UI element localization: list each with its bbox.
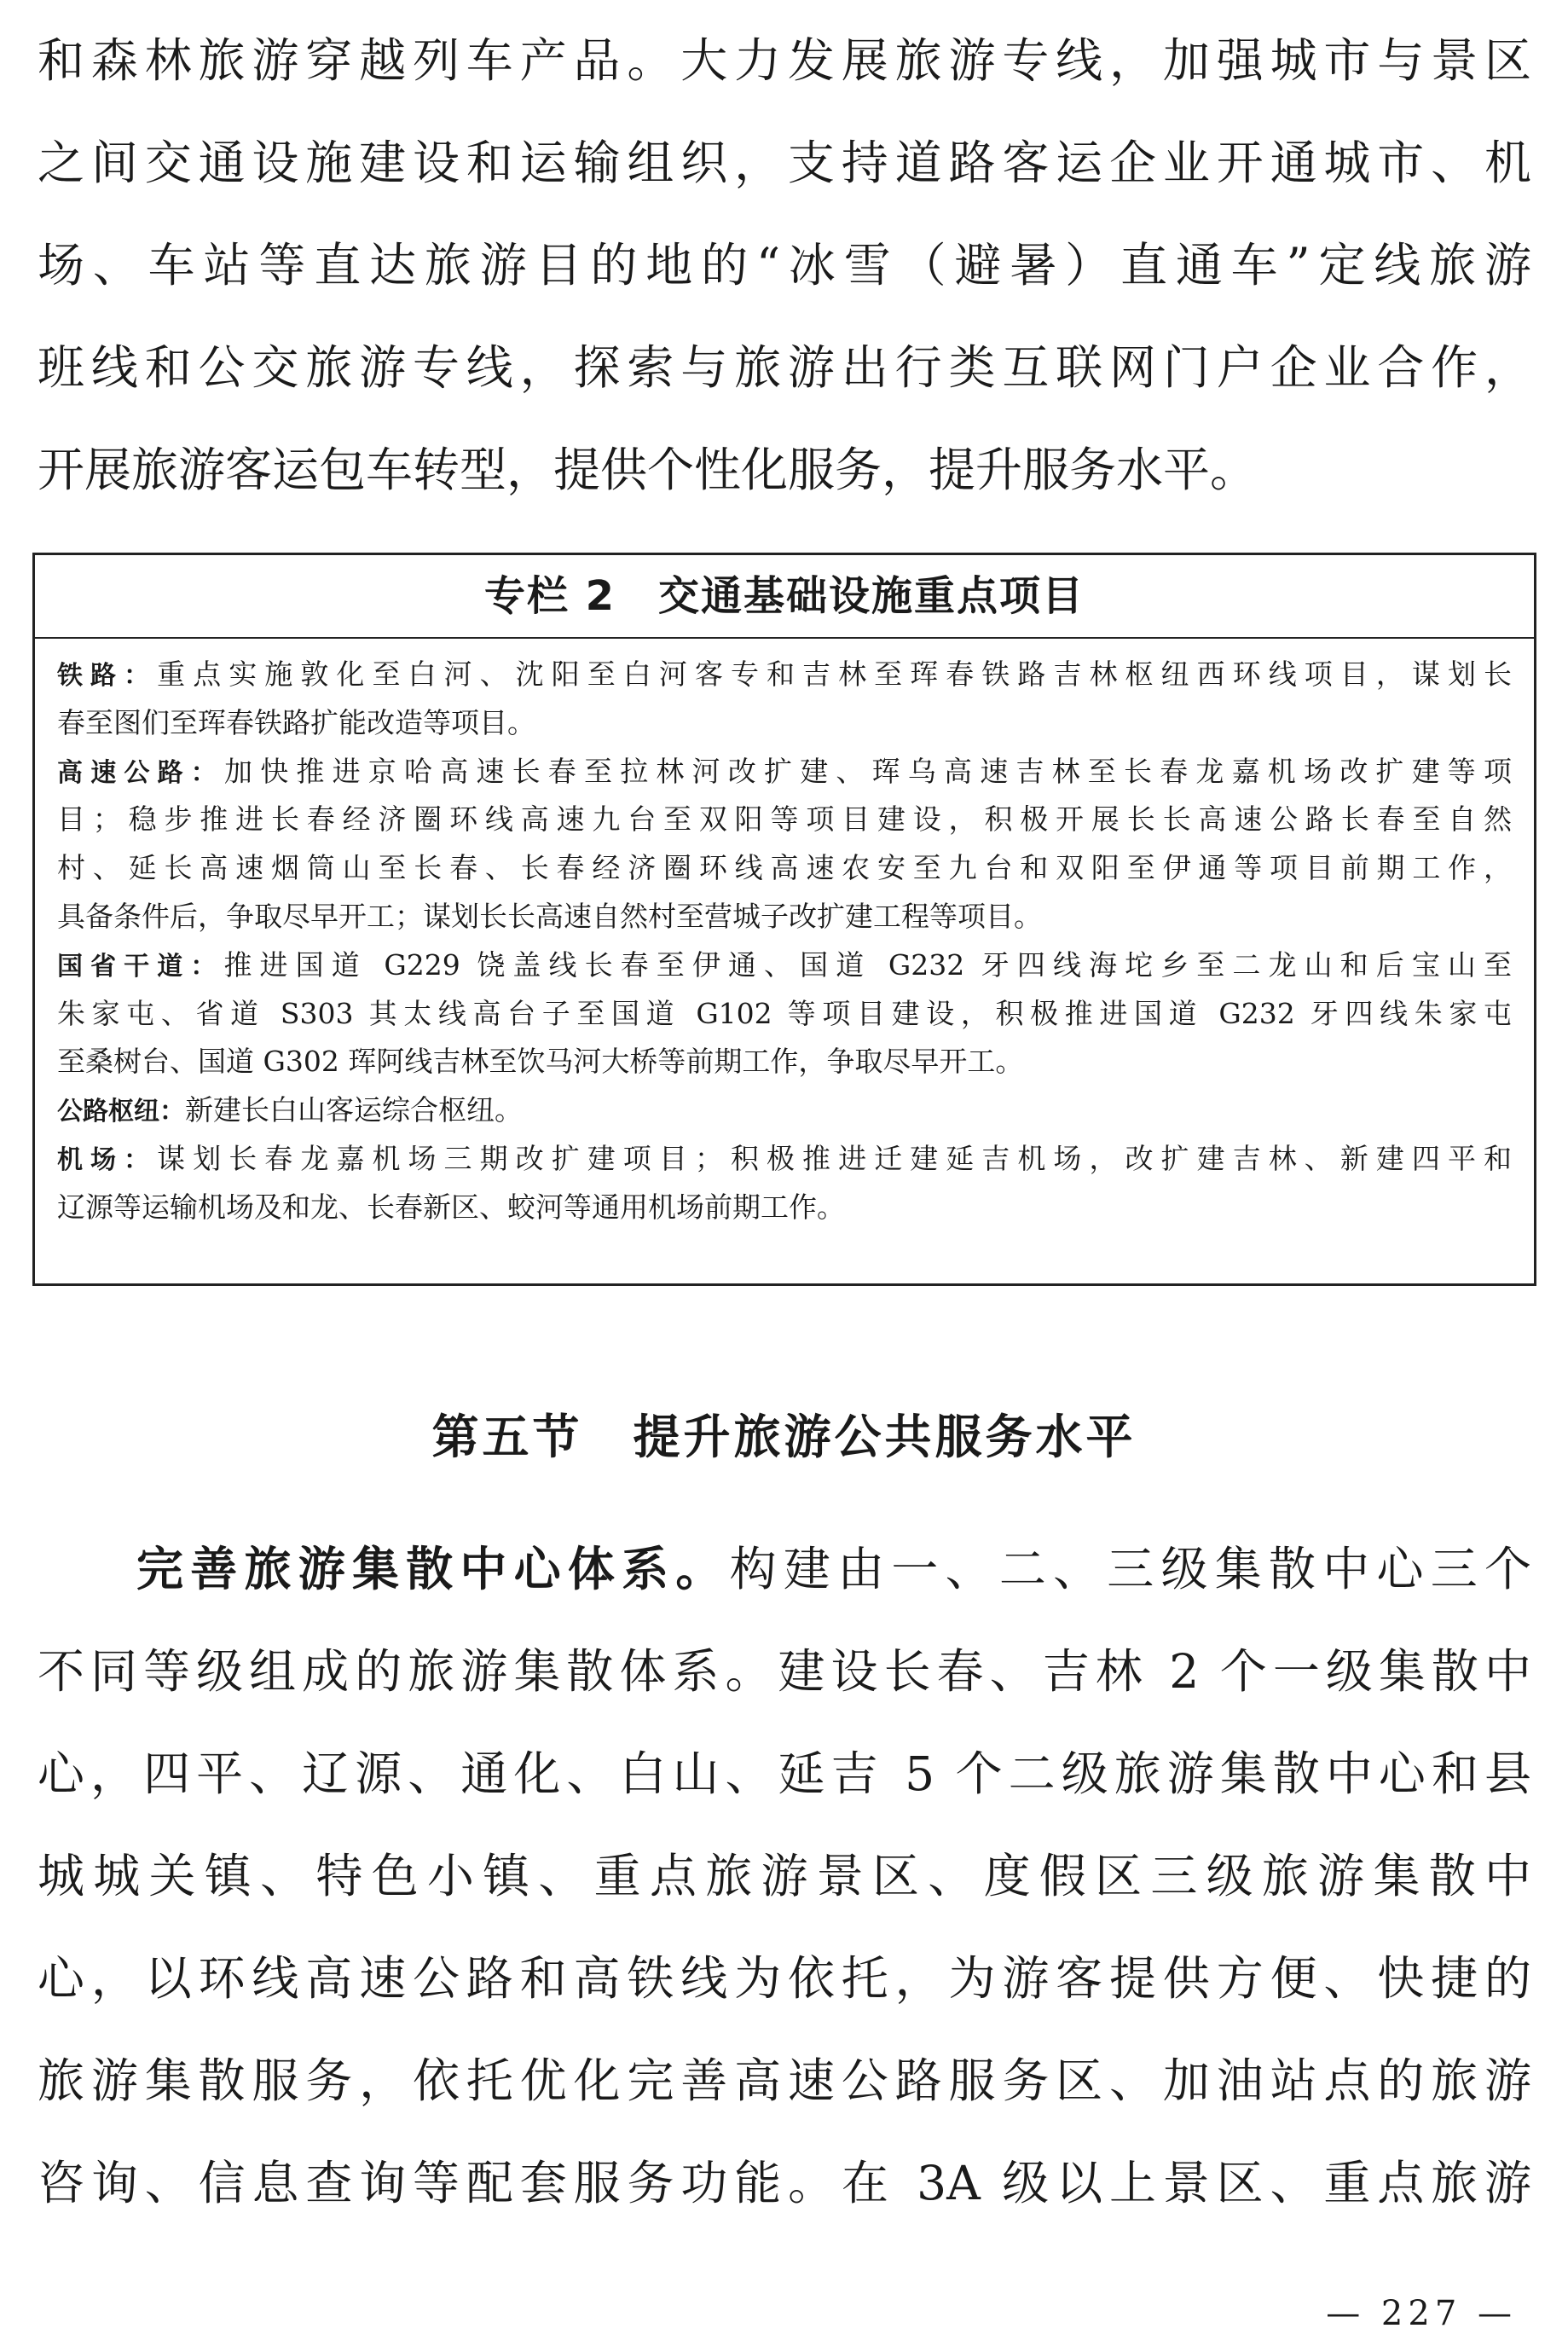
paragraph-line: 之间交通设施建设和运输组织，支持道路客运企业开通城市、机 <box>38 136 1531 190</box>
paragraph-line: 班线和公交旅游专线，探索与旅游出行类互联网门户企业合作， <box>38 340 1531 395</box>
paragraph-line: 咨询、信息查询等配套服务功能。在 3A 级以上景区、重点旅游 <box>38 2156 1531 2210</box>
paragraph-line: 不同等级组成的旅游集散体系。建设长春、吉林 2 个一级集散中 <box>38 1644 1531 1699</box>
paragraph-line: 旅游集散服务，依托优化完善高速公路服务区、加油站点的旅游 <box>38 2053 1531 2108</box>
section-label-highways: 国省干道： <box>57 951 224 982</box>
box-line: 目；稳步推进长春经济圈环线高速九台至双阳等项目建设，积极开展长长高速公路长春至自然 <box>57 802 1512 837</box>
top-paragraph <box>38 9 1531 521</box>
paragraph-line: 和森林旅游穿越列车产品。大力发展旅游专线，加强城市与景区 <box>38 33 1531 88</box>
box-line-hub: 公路枢纽：新建长白山客运综合枢纽。 <box>57 1093 523 1127</box>
paragraph-line: 城城关镇、特色小镇、重点旅游景区、度假区三级旅游集散中 <box>38 1849 1531 1903</box>
page-number: — 227 — <box>1326 2294 1517 2333</box>
paragraph-first-line: 完善旅游集散中心体系。构建由一、二、三级集散中心三个 <box>136 1541 1531 1596</box>
paragraph-lead: 完善旅游集散中心体系。 <box>136 1541 730 1596</box>
section-label-airport: 机场： <box>57 1144 158 1175</box>
box-line-highways: 国省干道：推进国道 G229 饶盖线长春至伊通、国道 G232 牙四线海坨乡至二龙山和后宝山至 <box>57 947 1513 982</box>
section-paragraph <box>38 1518 1531 2234</box>
paragraph-line: 心，以环线高速公路和高铁线为依托，为游客提供方便、快捷的 <box>38 1951 1531 2006</box>
box-line-railway: 铁路：重点实施敦化至白河、沈阳至白河客专和吉林至珲春铁路吉林枢纽西环线项目，谋划长 <box>57 657 1513 691</box>
section-heading: 第五节 提升旅游公共服务水平 <box>431 1409 1137 1464</box>
box-line: 村、延长高速烟筒山至长春、长春经济圈环线高速农安至九台和双阳至伊通等项目前期工作， <box>57 851 1512 885</box>
box-line: 春至图们至珲春铁路扩能改造等项目。 <box>57 705 535 739</box>
box-line: 朱家屯、省道 S303 其太线高台子至国道 G102 等项目建设，积极推进国道 G232 牙四线朱家屯 <box>57 996 1512 1030</box>
section-label-expressway: 高速公路： <box>57 757 224 788</box>
box-line: 具备条件后，争取尽早开工；谋划长长高速自然村至营城子改扩建工程等项目。 <box>57 899 1042 933</box>
box-line: 辽源等运输机场及和龙、长春新区、蛟河等通用机场前期工作。 <box>57 1190 845 1224</box>
section-label-hub: 公路枢纽： <box>57 1097 185 1127</box>
box-body <box>35 639 1534 1232</box>
box-line-airport: 机场：谋划长春龙嘉机场三期改扩建项目；积极推进迁建延吉机场，改扩建吉林、新建四平和 <box>57 1141 1513 1175</box>
box-line: 至桑树台、国道 G302 珲阿线吉林至饮马河大桥等前期工作，争取尽早开工。 <box>57 1045 1024 1079</box>
paragraph-line: 场、车站等直达旅游目的地的“冰雪（避暑）直通车”定线旅游 <box>38 238 1531 292</box>
section-label-railway: 铁路： <box>57 661 158 691</box>
project-column-box <box>32 553 1536 1286</box>
paragraph-line: 心，四平、辽源、通化、白山、延吉 5 个二级旅游集散中心和县 <box>38 1746 1531 1801</box>
box-title: 专栏 2 交通基础设施重点项目 <box>35 555 1534 639</box>
paragraph-line: 开展旅游客运包车转型，提供个性化服务，提升服务水平。 <box>38 443 1258 497</box>
box-line-expressway: 高速公路：加快推进京哈高速长春至拉林河改扩建、珲乌高速吉林至长春龙嘉机场改扩建等项 <box>57 754 1512 788</box>
